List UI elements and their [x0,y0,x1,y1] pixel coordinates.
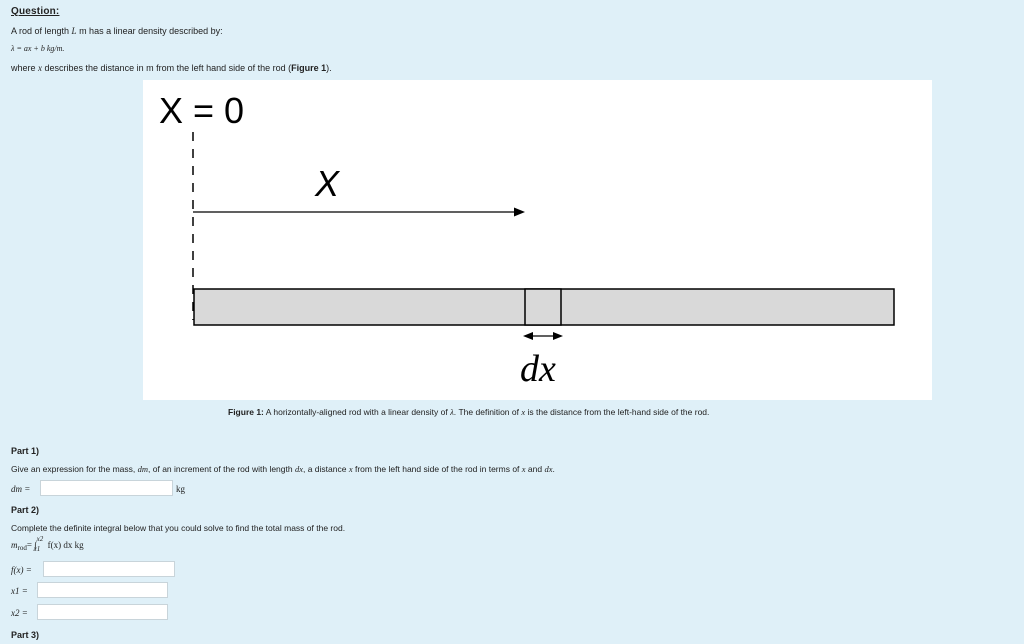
dm-unit-kg: kg [176,484,185,494]
part3-title: Part 3) [11,630,40,640]
formula-sub-rod: rod [17,544,27,553]
p1-prompt-f: . [552,464,555,474]
rod-diagram [143,80,932,400]
part2-title: Part 2) [11,505,40,515]
dx-arrowhead-left [523,332,533,340]
p1-prompt-c: , a distance [303,464,349,474]
caption-label: Figure 1: [228,407,264,417]
p1-prompt-a: Give an expression for the mass, [11,464,138,474]
formula-lower-limit: x1 [33,545,41,553]
x2-input-label: x2 = [11,608,28,618]
p1-prompt-d: from the left hand side of the rod in terms of [352,464,522,474]
figure-caption [228,407,709,417]
figure-1 [143,80,932,400]
x1-answer-input[interactable] [37,582,168,598]
p1-prompt-b: , of an increment of the rod with length [148,464,295,474]
where-prefix: where [11,63,39,73]
integral-limits [33,535,48,553]
p1-x2: x [521,464,526,474]
label-x-distance: X [315,163,340,204]
dx-arrowhead-right [553,332,563,340]
question-heading: Question: [11,6,60,17]
distance-arrowhead [514,208,525,217]
p1-dx2: dx [544,464,553,474]
p1-prompt-e: and [525,464,545,474]
intro-var-l: L [71,26,77,36]
x1-input-label: x1 = [11,586,28,596]
caption-x: x [521,407,526,417]
intro-suffix: m has a linear density described by: [76,26,223,36]
f-input-label: f(x) = [11,565,32,575]
p1-dm: dm [137,464,149,474]
part1-title: Part 1) [11,446,40,456]
p1-dx: dx [294,464,303,474]
question-where [11,63,332,73]
integral-formula [11,535,84,558]
density-equation: λ = ax + b kg/m. [11,44,65,53]
caption-text-c: is the distance from the left-hand side of the rod. [525,407,710,417]
p1-x: x [348,464,353,474]
label-x-equals-zero: X = 0 [159,90,245,131]
figure-reference-link: Figure 1 [291,63,327,73]
question-intro [11,26,223,36]
rod-increment-dx [525,289,561,325]
formula-tail: f(x) dx kg [47,540,84,551]
caption-text-b: . The definition of [453,407,522,417]
formula-integral-sign: = ∫ [26,540,37,551]
part2-prompt: Complete the definite integral below that you could solve to find the total mass of the rod. [11,523,346,533]
f-answer-input[interactable] [43,561,175,577]
dm-answer-input[interactable] [40,480,173,496]
where-middle: describes the distance in m from the left hand side of the rod ( [42,63,292,73]
formula-upper-limit: x2 [36,535,44,543]
label-dx: dx [520,348,556,390]
caption-text-a: A horizontally-aligned rod with a linear density of [263,407,451,417]
part1-prompt [11,464,555,474]
intro-prefix: A rod of length [11,26,72,36]
formula-m: m [11,540,18,551]
where-var-x: x [38,63,43,73]
dm-input-label: dm = [11,484,31,494]
caption-lambda: λ [450,407,454,417]
x2-answer-input[interactable] [37,604,168,620]
where-suffix: ). [326,63,332,73]
